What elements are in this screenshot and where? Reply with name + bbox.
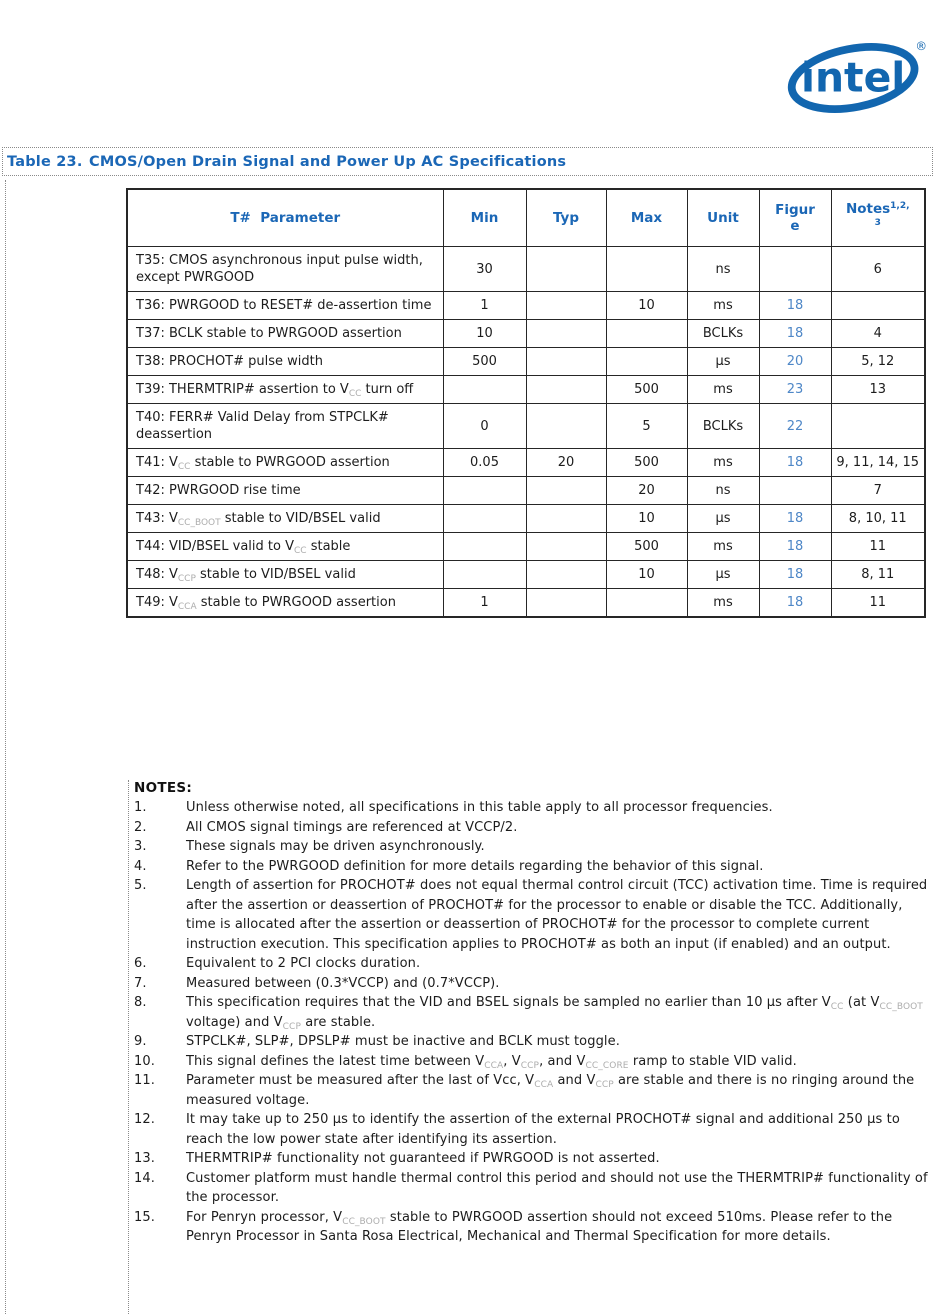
cell-unit: µs: [687, 505, 759, 533]
cell-parameter: T44: VID/BSEL valid to $V_{CC}$ stable: [127, 533, 443, 561]
note-item: [134, 954, 932, 974]
cell-typ: [526, 505, 606, 533]
note-item: [134, 993, 932, 1032]
figure-link[interactable]: 18: [759, 320, 831, 348]
table-row: [127, 292, 925, 320]
cell-max: [606, 247, 687, 292]
voltage-subscript: CCP: [595, 1080, 614, 1090]
svg-text:®: ®: [915, 38, 928, 53]
table-row: [127, 348, 925, 376]
cell-unit: ns: [687, 247, 759, 292]
figure-link[interactable]: 18: [759, 505, 831, 533]
column-header-max: Max: [606, 189, 687, 247]
table-caption: [2, 147, 933, 176]
voltage-subscript: CCP: [177, 574, 196, 584]
cell-notes: 9, 11, 14, 15: [831, 449, 925, 477]
notes-list: [134, 798, 932, 1247]
voltage-subscript: CCA: [484, 1060, 504, 1071]
table-row: [127, 561, 925, 589]
cell-unit: ms: [687, 589, 759, 618]
note-item: [134, 1208, 932, 1247]
cell-max: 10: [606, 292, 687, 320]
voltage-subscript: CC: [830, 1002, 844, 1012]
cell-max: [606, 320, 687, 348]
cell-typ: [526, 561, 606, 589]
voltage-subscript: CCP: [520, 1060, 540, 1071]
cell-min: [443, 533, 526, 561]
note-number: 4.: [134, 858, 147, 874]
column-header-unit: Unit: [687, 189, 759, 247]
note-text: THERMTRIP# functionality not guaranteed if PWRGOOD is not asserted.: [186, 1151, 660, 1166]
cell-unit: µs: [687, 561, 759, 589]
note-number: 3.: [134, 839, 147, 854]
left-dotted-guide: [5, 180, 6, 1314]
cell-min: 1: [443, 292, 526, 320]
note-number: 5.: [134, 878, 147, 893]
cell-notes: 6: [831, 247, 925, 292]
cell-notes: [831, 404, 925, 449]
voltage-subscript: CC: [294, 546, 307, 556]
cell-min: [443, 561, 526, 589]
cell-parameter: T42: PWRGOOD rise time: [127, 477, 443, 505]
note-text: Refer to the PWRGOOD definition for more details regarding the behavior of this signal.: [186, 858, 764, 874]
figure-link[interactable]: 18: [759, 449, 831, 477]
voltage-subscript: CC_BOOT: [879, 1002, 923, 1012]
note-item: [134, 1110, 932, 1149]
cell-max: 500: [606, 376, 687, 404]
cell-max: 500: [606, 533, 687, 561]
note-number: 15.: [134, 1209, 155, 1225]
voltage-subscript: CCA: [177, 602, 197, 612]
cell-parameter: T38: PROCHOT# pulse width: [127, 348, 443, 376]
spec-table: [126, 188, 926, 618]
cell-min: [443, 376, 526, 404]
cell-typ: [526, 348, 606, 376]
cell-parameter: T48: $V_{CCP}$ stable to VID/BSEL valid: [127, 561, 443, 589]
svg-text:intel: intel: [800, 53, 906, 102]
note-text: Equivalent to 2 PCI clocks duration.: [186, 956, 421, 971]
table-row: [127, 477, 925, 505]
cell-max: 10: [606, 561, 687, 589]
notes-superscript: 3: [874, 218, 881, 228]
cell-min: [443, 477, 526, 505]
cell-unit: ms: [687, 533, 759, 561]
cell-unit: BCLKs: [687, 320, 759, 348]
cell-max: 500: [606, 449, 687, 477]
cell-unit: ms: [687, 376, 759, 404]
cell-unit: BCLKs: [687, 404, 759, 449]
column-header-typ: Typ: [526, 189, 606, 247]
table-row: [127, 505, 925, 533]
table-row: [127, 533, 925, 561]
intel-logo-graphic: [785, 32, 931, 124]
cell-parameter: T35: CMOS asynchronous input pulse width, except PWRGOOD: [127, 247, 443, 292]
note-number: 10.: [134, 1053, 155, 1069]
cell-max: 10: [606, 505, 687, 533]
note-item: [134, 974, 932, 994]
cell-parameter: T37: BCLK stable to PWRGOOD assertion: [127, 320, 443, 348]
cell-notes: 7: [831, 477, 925, 505]
note-text: For Penryn processor, $V_{CC\_BOOT}$ stable to PWRGOOD assertion should not exceed 510ms. Please refer to the Penryn Processor in Santa Rosa Electrical, Mechanical and Thermal Specification for more details.: [186, 1209, 893, 1244]
cell-typ: [526, 477, 606, 505]
notes-superscript: 1,2,: [890, 201, 910, 211]
column-header-param: T# Parameter: [127, 189, 443, 247]
note-number: 6.: [134, 956, 147, 971]
voltage-subscript: CC_CORE: [585, 1060, 629, 1071]
figure-link[interactable]: 18: [759, 533, 831, 561]
cell-typ: [526, 292, 606, 320]
cell-max: [606, 348, 687, 376]
note-number: 11.: [134, 1073, 155, 1088]
note-item: [134, 1032, 932, 1052]
cell-notes: 8, 10, 11: [831, 505, 925, 533]
note-text: This specification requires that the VID and BSEL signals be sampled no earlier than 10 µs after $V_{CC}$ (at $V_{CC\_BOOT}$ voltage) and $V_{CCP}$ are stable.: [186, 995, 923, 1032]
cell-unit: ns: [687, 477, 759, 505]
note-item: [134, 818, 932, 838]
note-number: 12.: [134, 1112, 155, 1127]
voltage-subscript: CCP: [282, 1021, 301, 1032]
note-item: [134, 1052, 932, 1072]
notes-section: [128, 780, 932, 1314]
table-row: [127, 320, 925, 348]
cell-parameter: T36: PWRGOOD to RESET# de-assertion time: [127, 292, 443, 320]
cell-typ: [526, 589, 606, 618]
column-header-notes: Notes$^{1,2,}$ $^3$: [831, 189, 925, 247]
note-item: [134, 837, 932, 857]
cell-min: [443, 505, 526, 533]
note-text: Measured between (0.3*VCCP) and (0.7*VCCP).: [186, 975, 500, 991]
note-text: All CMOS signal timings are referenced at VCCP/2.: [186, 819, 518, 835]
intel-logo: [785, 32, 931, 124]
table-row: [127, 376, 925, 404]
note-text: These signals may be driven asynchronously.: [186, 839, 485, 854]
note-item: [134, 1169, 932, 1208]
note-text: Length of assertion for PROCHOT# does not equal thermal control circuit (TCC) activation time. Time is required after the assertion or deassertion of PROCHOT# for the processor to enable or disable the TCC. Additionally, time is allocated after the assertion or deassertion of PROCHOT# for the processor to complete current instruction execution. This specification applies to PROCHOT# as both an input (if enabled) and an output.: [186, 878, 928, 952]
cell-notes: 11: [831, 589, 925, 618]
note-item: [134, 1149, 932, 1169]
note-item: [134, 798, 932, 818]
table-row: [127, 589, 925, 618]
figure-link[interactable]: 18: [759, 292, 831, 320]
note-item: [134, 1071, 932, 1110]
cell-unit: µs: [687, 348, 759, 376]
note-text: Parameter must be measured after the last of Vcc, $V_{CCA}$ and $V_{CCP}$ are stable and there is no ringing around the measured voltage.: [186, 1073, 915, 1108]
note-text: Unless otherwise noted, all specifications in this table apply to all processor frequencies.: [186, 800, 773, 815]
figure-link[interactable]: 18: [759, 589, 831, 618]
note-number: 7.: [134, 975, 147, 991]
cell-unit: ms: [687, 292, 759, 320]
voltage-subscript: CC: [348, 389, 362, 399]
note-number: 13.: [134, 1151, 155, 1166]
cell-notes: 5, 12: [831, 348, 925, 376]
cell-parameter: T43: $V_{CC\_BOOT}$ stable to VID/BSEL valid: [127, 505, 443, 533]
figure-link[interactable]: 20: [759, 348, 831, 376]
cell-min: 500: [443, 348, 526, 376]
cell-notes: 8, 11: [831, 561, 925, 589]
note-number: 2.: [134, 819, 147, 835]
cell-max: 5: [606, 404, 687, 449]
cell-max: [606, 589, 687, 618]
cell-typ: 20: [526, 449, 606, 477]
figure-link[interactable]: 22: [759, 404, 831, 449]
note-number: 9.: [134, 1034, 147, 1049]
cell-max: 20: [606, 477, 687, 505]
cell-typ: [526, 247, 606, 292]
cell-notes: 13: [831, 376, 925, 404]
cell-typ: [526, 376, 606, 404]
figure-link[interactable]: 23: [759, 376, 831, 404]
note-number: 1.: [134, 800, 147, 815]
table-caption-title: CMOS/Open Drain Signal and Power Up AC Specifications: [89, 153, 567, 170]
spec-table-header: [127, 189, 925, 247]
table-caption-label: Table 23.: [7, 153, 83, 170]
cell-notes: 4: [831, 320, 925, 348]
table-row: [127, 247, 925, 292]
note-text: STPCLK#, SLP#, DPSLP# must be inactive and BCLK must toggle.: [186, 1034, 620, 1049]
note-number: 8.: [134, 995, 147, 1010]
voltage-subscript: CC: [177, 462, 191, 472]
cell-notes: [831, 292, 925, 320]
cell-min: 10: [443, 320, 526, 348]
note-text: This signal defines the latest time between $V_{CCA}$, $V_{CCP}$, and $V_{CC\_CORE}$ ramp to stable VID valid.: [186, 1053, 797, 1071]
cell-figure: [759, 477, 831, 505]
figure-link[interactable]: 18: [759, 561, 831, 589]
cell-min: 1: [443, 589, 526, 618]
cell-typ: [526, 533, 606, 561]
cell-typ: [526, 404, 606, 449]
voltage-subscript: CC_BOOT: [342, 1216, 386, 1227]
voltage-subscript: CC_BOOT: [177, 518, 221, 528]
cell-parameter: T40: FERR# Valid Delay from STPCLK# deassertion: [127, 404, 443, 449]
notes-heading: NOTES:: [134, 780, 193, 796]
table-row: [127, 449, 925, 477]
cell-min: 30: [443, 247, 526, 292]
cell-min: 0.05: [443, 449, 526, 477]
cell-unit: ms: [687, 449, 759, 477]
note-number: 14.: [134, 1170, 155, 1186]
note-text: It may take up to 250 µs to identify the assertion of the external PROCHOT# signal and additional 250 µs to reach the low power state after identifying its assertion.: [186, 1112, 900, 1147]
cell-parameter: T49: $V_{CCA}$ stable to PWRGOOD assertion: [127, 589, 443, 618]
cell-min: 0: [443, 404, 526, 449]
voltage-subscript: CCA: [534, 1080, 554, 1090]
note-item: [134, 876, 932, 954]
cell-notes: 11: [831, 533, 925, 561]
table-row: [127, 404, 925, 449]
cell-figure: [759, 247, 831, 292]
note-text: Customer platform must handle thermal control this period and should not use the THERMTRIP# functionality of the processor.: [186, 1170, 928, 1205]
column-header-min: Min: [443, 189, 526, 247]
cell-typ: [526, 320, 606, 348]
note-item: [134, 857, 932, 877]
cell-parameter: T41: $V_{CC}$ stable to PWRGOOD assertion: [127, 449, 443, 477]
cell-parameter: T39: THERMTRIP# assertion to $V_{CC}$ turn off: [127, 376, 443, 404]
column-header-figure: Figure: [759, 189, 831, 247]
